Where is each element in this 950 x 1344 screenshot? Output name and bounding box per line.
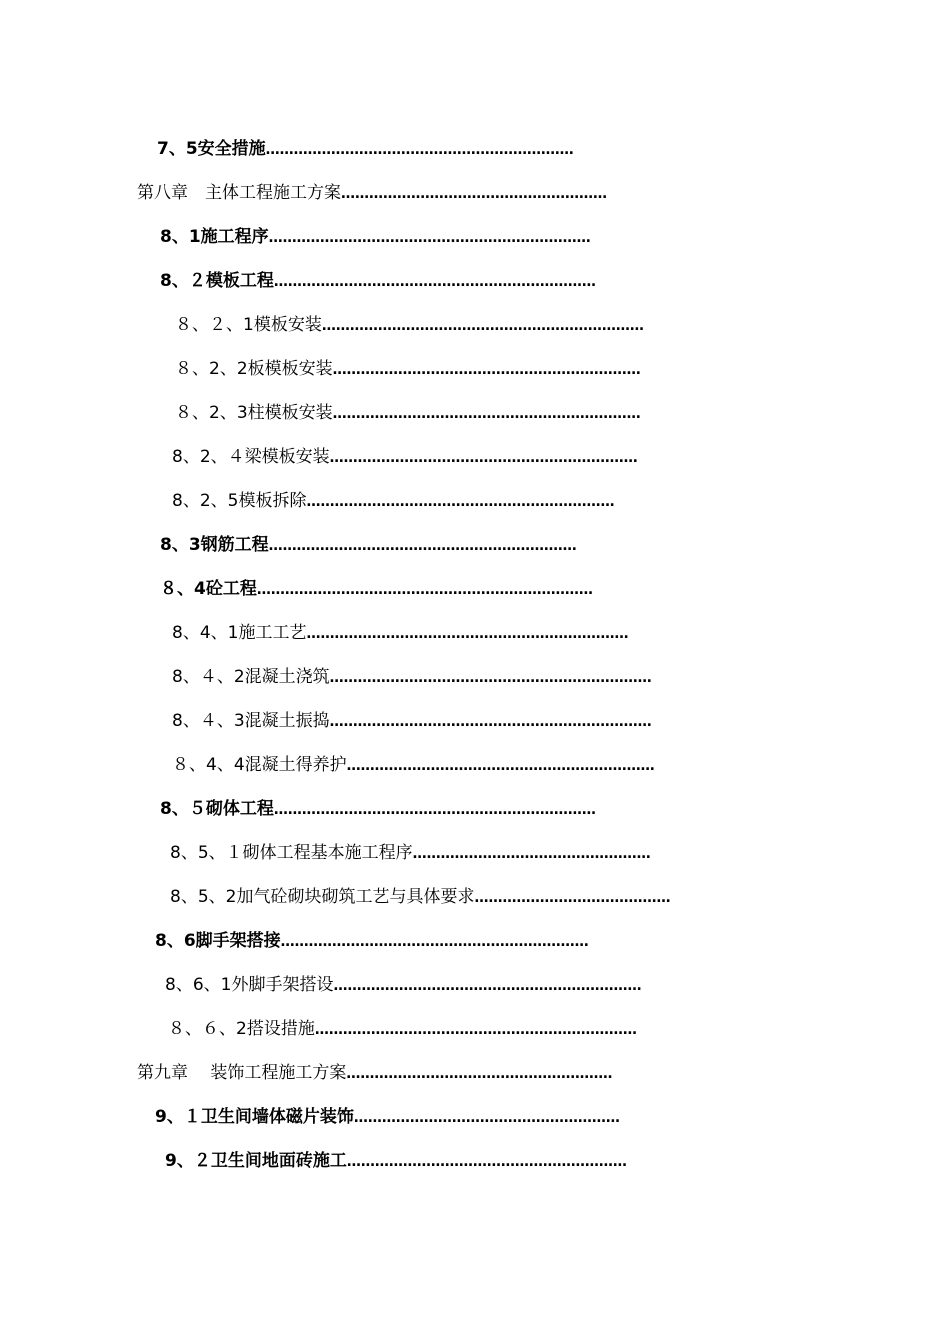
toc-subentry — [170, 841, 745, 865]
toc-subentry — [172, 445, 729, 469]
toc-entry-title: 第九章 装饰工程施工方案 — [137, 1063, 347, 1083]
toc-entry — [165, 1149, 730, 1173]
toc-leader: ………………………………………………………… — [346, 758, 655, 774]
toc-leader: ………………………………………………… — [341, 186, 607, 202]
toc-entry — [157, 137, 662, 161]
toc-entry-title: ８、4、4混凝土得养护 — [172, 755, 347, 775]
toc-entry — [160, 797, 745, 821]
toc-leader: …………………………………………… — [412, 846, 651, 862]
toc-entry-title: 9、１卫生间墙体磁片装饰 — [155, 1107, 354, 1127]
toc-chapter-entry — [137, 1061, 722, 1085]
toc-entry — [160, 533, 701, 557]
toc-chapter-entry — [137, 181, 712, 205]
toc-subentry — [172, 621, 743, 645]
toc-leader: …………………………………… — [474, 890, 671, 906]
toc-leader: ………………………………………………………… — [265, 142, 574, 158]
toc-leader: ……………………………………………………………… — [256, 582, 593, 598]
toc-subentry — [175, 313, 743, 337]
toc-subentry — [172, 489, 723, 513]
toc-subentry — [172, 709, 752, 733]
toc-leader: …………………………………………………………… — [306, 626, 629, 642]
toc-entry-title: 8、４、2混凝土浇筑 — [172, 667, 330, 687]
toc-leader: ………………………………………………… — [353, 1110, 620, 1126]
toc-subentry — [168, 1017, 753, 1041]
toc-entry — [155, 1105, 722, 1129]
toc-entry-title: ８、６、2搭设措施 — [168, 1019, 315, 1039]
toc-leader: ………………………………………………………… — [333, 978, 642, 994]
toc-subentry — [175, 401, 733, 425]
toc-leader: ………………………………………………………… — [280, 934, 589, 950]
toc-entry — [160, 225, 720, 249]
toc-entry-title: 7、5安全措施 — [157, 139, 266, 159]
toc-entry-title: 8、3钢筋工程 — [160, 535, 269, 555]
toc-entry-title: 8、４、3混凝土振捣 — [172, 711, 330, 731]
toc-leader: ………………………………………………………… — [329, 450, 638, 466]
toc-leader: …………………………………………………………… — [273, 274, 596, 290]
toc-entry-title: 8、1施工程序 — [160, 227, 269, 247]
toc-entry-title: ８、2、2板模板安装 — [175, 359, 333, 379]
toc-subentry — [165, 973, 735, 997]
toc-entry-title: 8、2、４梁模板安装 — [172, 447, 330, 467]
toc-leader: …………………………………………………………… — [268, 230, 591, 246]
toc-leader: ………………………………………………………… — [332, 362, 641, 378]
toc-subentry — [170, 885, 740, 909]
toc-entry-title: 8、5、１砌体工程基本施工程序 — [170, 843, 413, 863]
toc-entry — [160, 577, 730, 601]
toc-entry-title: 第八章 主体工程施工方案 — [137, 183, 341, 203]
toc-entry-title: 9、２卫生间地面砖施工 — [165, 1151, 347, 1171]
toc-entry-title: ８、4砼工程 — [160, 579, 257, 599]
toc-leader: …………………………………………………………… — [273, 802, 596, 818]
toc-entry — [160, 269, 727, 293]
toc-entry-title: ８、２、1模板安装 — [175, 315, 322, 335]
toc-entry-title: 8、５砌体工程 — [160, 799, 274, 819]
toc-leader: …………………………………………………………… — [314, 1022, 637, 1038]
toc-entry-title: 8、5、2加气砼砌块砌筑工艺与具体要求 — [170, 887, 475, 907]
toc-leader: …………………………………………………………… — [329, 670, 652, 686]
toc-entry-title: 8、6、1外脚手架搭设 — [165, 975, 334, 995]
toc-entry-title: ８、2、3柱模板安装 — [175, 403, 333, 423]
toc-leader: …………………………………………………………… — [329, 714, 652, 730]
toc-leader: ………………………………………………………… — [268, 538, 577, 554]
toc-subentry — [172, 665, 752, 689]
toc-leader: …………………………………………………… — [346, 1154, 627, 1170]
toc-leader: ………………………………………………… — [346, 1066, 613, 1082]
toc-entry-title: 8、2、5模板拆除 — [172, 491, 307, 511]
toc-entry-title: 8、4、1施工工艺 — [172, 623, 307, 643]
toc-leader: …………………………………………………………… — [321, 318, 644, 334]
toc-entry — [155, 929, 715, 953]
toc-leader: ………………………………………………………… — [332, 406, 641, 422]
toc-entry-title: 8、２模板工程 — [160, 271, 274, 291]
toc-entry-title: 8、6脚手架搭接 — [155, 931, 281, 951]
toc-subentry — [175, 357, 733, 381]
toc-subentry — [172, 753, 749, 777]
toc-leader: ………………………………………………………… — [306, 494, 615, 510]
